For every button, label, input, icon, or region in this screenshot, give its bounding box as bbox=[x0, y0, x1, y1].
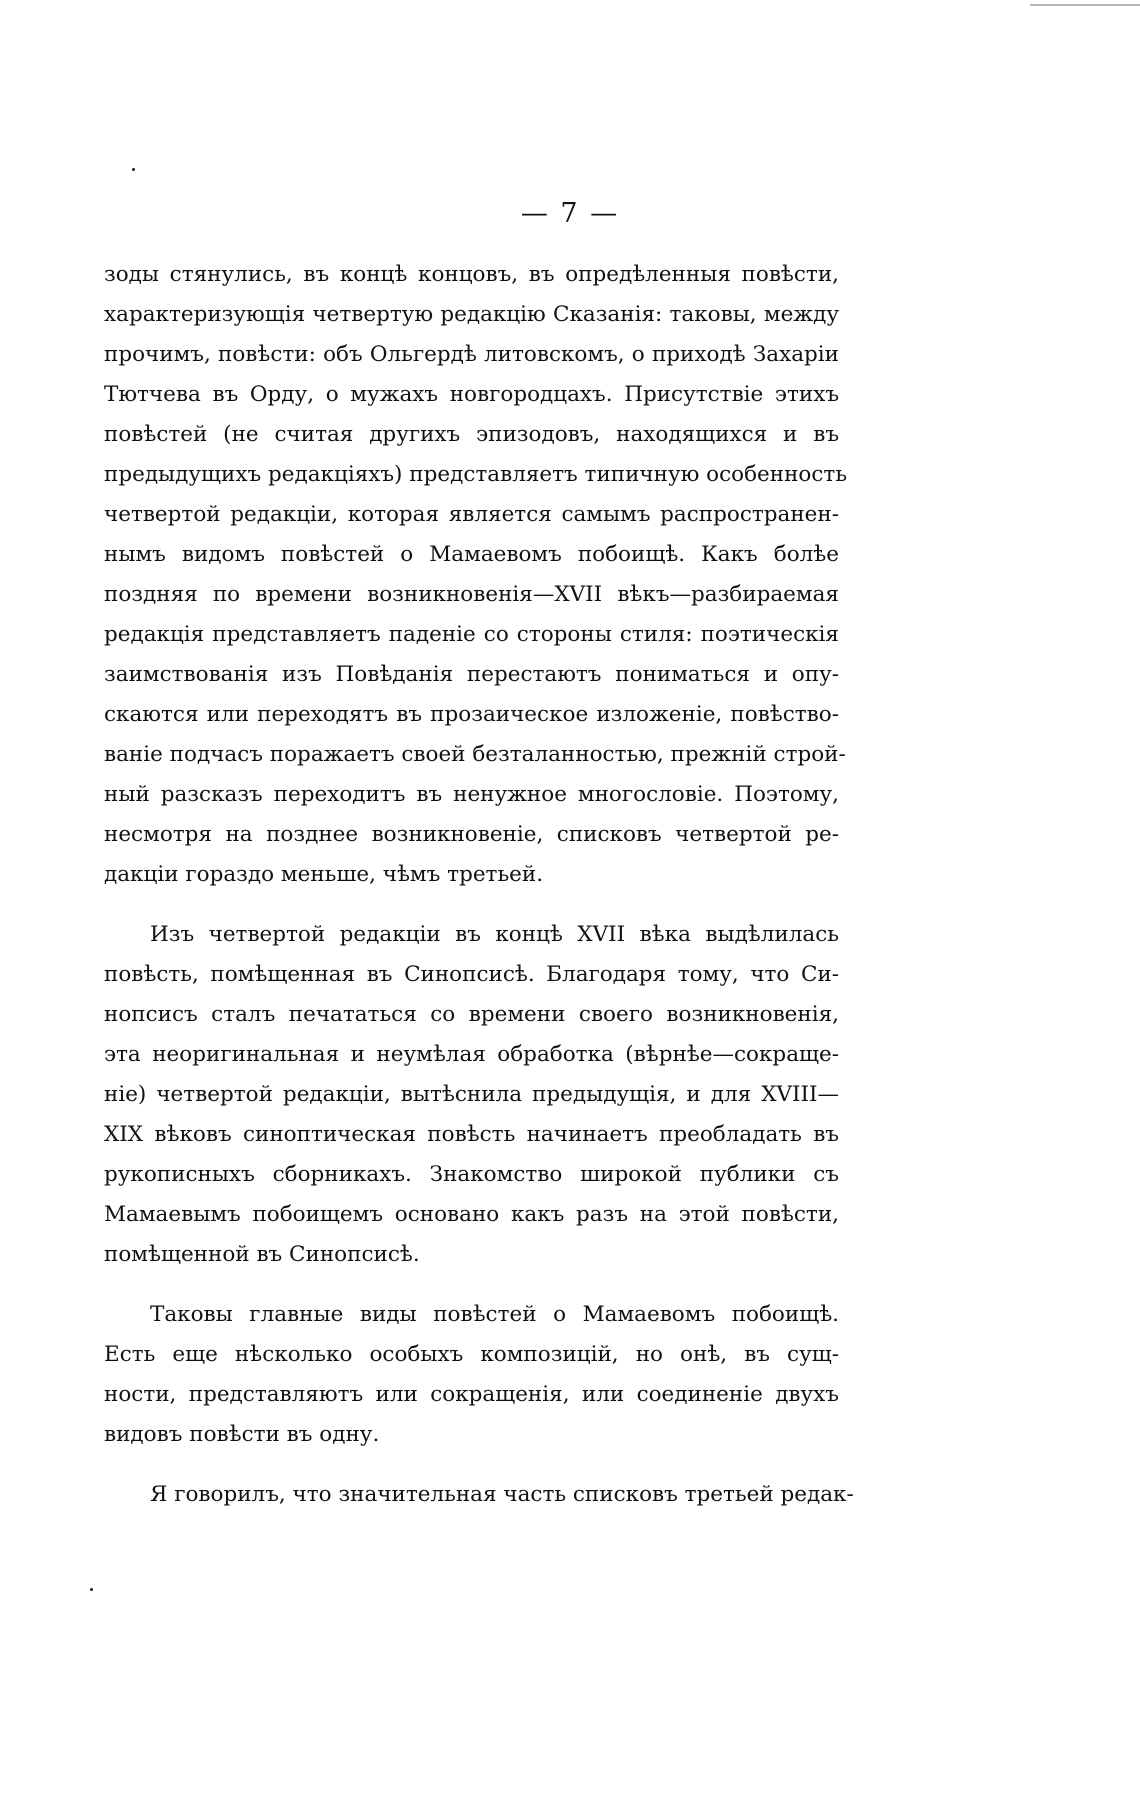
text-line: Я говорилъ, что значительная часть списковъ третьей редак- bbox=[150, 1482, 854, 1507]
text-line: заимствованія изъ Повѣданія перестаютъ пониматься и опу- bbox=[104, 662, 839, 687]
text-line: повѣсть, помѣщенная въ Синопсисѣ. Благодаря тому, что Си- bbox=[104, 962, 839, 987]
page-number: — 7 — bbox=[520, 198, 620, 229]
text-line: четвертой редакціи, которая является самымъ распространен- bbox=[104, 502, 839, 527]
scan-edge-mark bbox=[1030, 4, 1140, 6]
paragraph bbox=[104, 915, 839, 1275]
scan-speck bbox=[90, 1588, 93, 1591]
scan-speck bbox=[132, 168, 135, 171]
text-line: Тютчева въ Орду, о мужахъ новгородцахъ. Присутствіе этихъ bbox=[104, 382, 839, 407]
text-line: XIX вѣковъ синоптическая повѣсть начинаетъ преобладать въ bbox=[104, 1122, 839, 1147]
text-line: Таковы главные виды повѣстей о Мамаевомъ побоищѣ. bbox=[150, 1302, 839, 1327]
text-line: скаются или переходятъ въ прозаическое изложеніе, повѣство- bbox=[104, 702, 839, 727]
text-line: ности, представляютъ или сокращенія, или соединеніе двухъ bbox=[104, 1382, 839, 1407]
text-line: Изъ четвертой редакціи въ концѣ XVII вѣка выдѣлилась bbox=[150, 922, 839, 947]
text-line: рукописныхъ сборникахъ. Знакомство широкой публики съ bbox=[104, 1162, 839, 1187]
text-line: видовъ повѣсти въ одну. bbox=[104, 1422, 380, 1447]
text-line: повѣстей (не считая другихъ эпизодовъ, находящихся и въ bbox=[104, 422, 839, 447]
text-line: прочимъ, повѣсти: объ Ольгердѣ литовскомъ, о приходѣ Захаріи bbox=[104, 342, 839, 367]
text-line: ваніе подчасъ поражаетъ своей безталанностью, прежній строй- bbox=[104, 742, 846, 767]
text-line: помѣщенной въ Синопсисѣ. bbox=[104, 1242, 420, 1267]
text-line: дакціи гораздо меньше, чѣмъ третьей. bbox=[104, 862, 544, 887]
text-line: редакція представляетъ паденіе со стороны стиля: поэтическія bbox=[104, 622, 839, 647]
text-line: несмотря на позднее возникновеніе, списковъ четвертой ре- bbox=[104, 822, 839, 847]
text-line: Мамаевымъ побоищемъ основано какъ разъ на этой повѣсти, bbox=[104, 1202, 839, 1227]
text-line: нымъ видомъ повѣстей о Мамаевомъ побоищѣ. Какъ болѣе bbox=[104, 542, 839, 567]
text-line: поздняя по времени возникновенія—XVII вѣкъ—разбираемая bbox=[104, 582, 839, 607]
text-line: ніе) четвертой редакціи, вытѣснила предыдущія, и для XVIII— bbox=[104, 1082, 839, 1107]
body-text bbox=[104, 255, 854, 1515]
text-line: характеризующія четвертую редакцію Сказанія: таковы, между bbox=[104, 302, 839, 327]
text-line: эта неоригинальная и неумѣлая обработка (вѣрнѣе—сокраще- bbox=[104, 1042, 839, 1067]
paragraph bbox=[104, 1475, 854, 1515]
text-line: ный разсказъ переходитъ въ ненужное многословіе. Поэтому, bbox=[104, 782, 839, 807]
text-line: Есть еще нѣсколько особыхъ композицій, но онѣ, въ сущ- bbox=[104, 1342, 839, 1367]
paragraph bbox=[104, 255, 848, 895]
text-line: зоды стянулись, въ концѣ концовъ, въ опредѣленныя повѣсти, bbox=[104, 262, 839, 287]
text-line: нопсисъ сталъ печататься со времени своего возникновенія, bbox=[104, 1002, 839, 1027]
text-line: предыдущихъ редакціяхъ) представляетъ типичную особенность bbox=[104, 462, 848, 487]
paragraph bbox=[104, 1295, 839, 1455]
